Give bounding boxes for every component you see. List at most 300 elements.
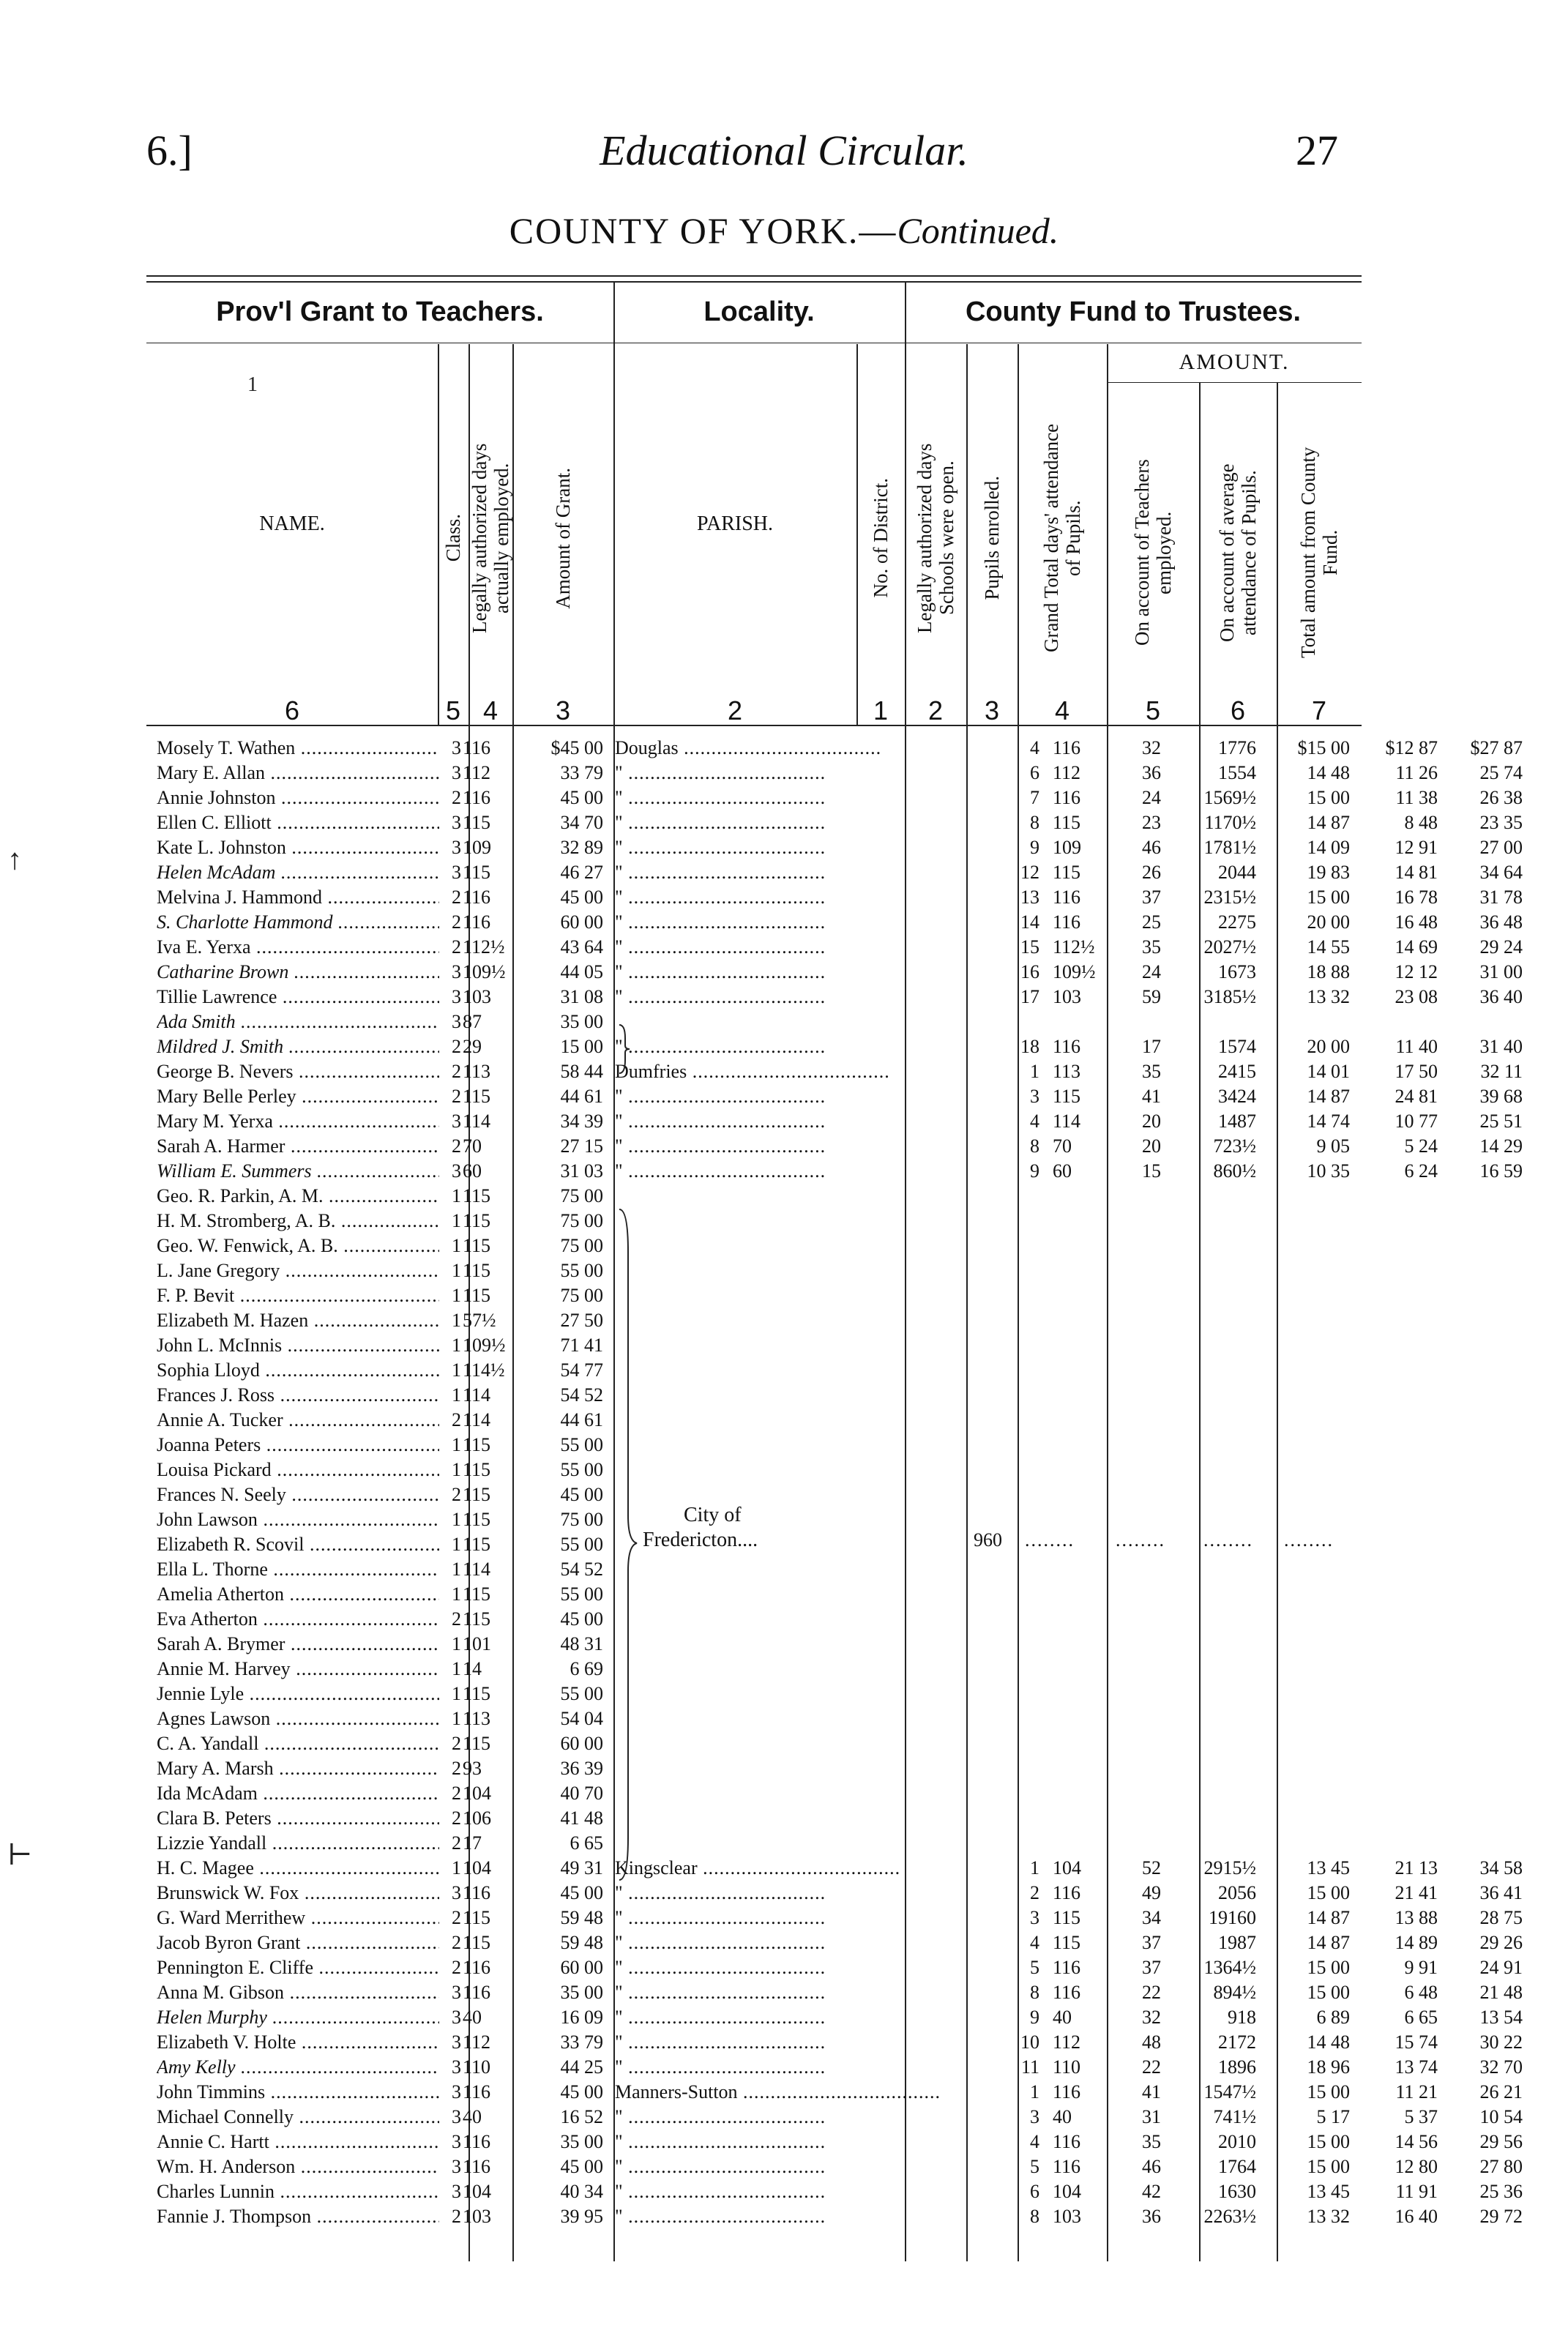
grant-amount-cell: 45 00 bbox=[560, 1882, 603, 1903]
total-fund-cell: 25 74 bbox=[1479, 762, 1523, 783]
grant-amount-cell: 60 00 bbox=[560, 1957, 603, 1978]
class-cell: 2 bbox=[452, 1036, 461, 1057]
amount-heading-text: Amount of Grant. bbox=[552, 467, 574, 609]
days-cell: 113 bbox=[463, 1708, 491, 1729]
parish-cell: " ..... bbox=[615, 1159, 1000, 1184]
grant-amount-cell: 35 00 bbox=[560, 1011, 603, 1032]
teachers-fund-cell: 14 87 bbox=[1307, 812, 1350, 833]
attendance-cell: 1554 bbox=[1218, 762, 1256, 783]
days-cell: 116 bbox=[463, 2081, 491, 2102]
days-cell: 114 bbox=[463, 1384, 491, 1406]
teacher-name: H. C. Magee ..... bbox=[157, 1856, 439, 1881]
school-days-cell: 40 bbox=[1053, 2106, 1072, 2127]
group-heading-locality: Locality. bbox=[703, 296, 815, 327]
class-cell: 1 bbox=[452, 1559, 461, 1580]
fredericton-pupils: 960 bbox=[974, 1529, 1002, 1551]
parish-cell: " ..... bbox=[615, 1084, 1000, 1109]
pupils-cell: 37 bbox=[1142, 1957, 1161, 1978]
county-title-main: COUNTY OF YORK.— bbox=[509, 210, 897, 251]
days-cell: 116 bbox=[463, 2131, 491, 2152]
district-cell: 9 bbox=[1030, 2007, 1039, 2028]
average-fund-cell: 23 08 bbox=[1395, 986, 1438, 1007]
total-fund-cell: 39 68 bbox=[1479, 1086, 1523, 1107]
grant-amount-cell: 45 00 bbox=[560, 1608, 603, 1630]
parish-cell: " ..... bbox=[615, 1980, 1000, 2005]
grant-amount-cell: 54 77 bbox=[560, 1359, 603, 1381]
days-cell: 115 bbox=[463, 1733, 491, 1754]
class-cell: 3 bbox=[452, 1011, 461, 1032]
table-row bbox=[146, 1258, 1362, 1283]
grant-amount-cell: 54 04 bbox=[560, 1708, 603, 1729]
grant-amount-cell: 41 48 bbox=[560, 1807, 603, 1829]
colnum-total: 7 bbox=[1311, 695, 1327, 725]
grant-amount-cell: 44 25 bbox=[560, 2056, 603, 2078]
class-cell: 1 bbox=[452, 1708, 461, 1729]
school-days-cell: 115 bbox=[1053, 862, 1081, 883]
attendance-cell: 1673 bbox=[1218, 961, 1256, 982]
average-fund-cell: 11 40 bbox=[1395, 1036, 1438, 1057]
days-cell: 109 bbox=[463, 837, 491, 858]
attendance-cell: 1896 bbox=[1218, 2056, 1256, 2078]
grant-amount-cell: 15 00 bbox=[560, 1036, 603, 1057]
class-cell: 2 bbox=[452, 936, 461, 958]
pupils-cell: 26 bbox=[1142, 862, 1161, 883]
total-fund-cell: 36 40 bbox=[1479, 986, 1523, 1007]
teachers-fund-cell: 14 87 bbox=[1307, 1932, 1350, 1953]
teacher-name: Joanna Peters ..... bbox=[157, 1433, 439, 1458]
days-cell: 112 bbox=[463, 2031, 491, 2053]
table-row bbox=[146, 2179, 1523, 2204]
teacher-name: G. Ward Merrithew ..... bbox=[157, 1906, 439, 1930]
colnum-pupils: 3 bbox=[984, 695, 1000, 725]
parish-cell: " ..... bbox=[615, 935, 1000, 960]
total-fund-cell: 31 78 bbox=[1479, 887, 1523, 908]
days-cell: 114 bbox=[463, 1111, 491, 1132]
district-cell: 4 bbox=[1030, 1111, 1039, 1132]
amount-column-heading bbox=[512, 366, 613, 710]
pupils-column-heading bbox=[966, 366, 1018, 710]
class-cell: 1 bbox=[452, 1509, 461, 1530]
days-cell: 109½ bbox=[463, 961, 506, 982]
teacher-name: Sarah A. Brymer ..... bbox=[157, 1632, 439, 1657]
parish-cell: " ..... bbox=[615, 2105, 1000, 2130]
class-cell: 3 bbox=[452, 2131, 461, 2152]
teacher-name: Helen McAdam ..... bbox=[157, 860, 439, 885]
class-cell: 3 bbox=[452, 862, 461, 883]
teachers-fund-cell: 15 00 bbox=[1307, 2131, 1350, 2152]
grant-amount-cell: 55 00 bbox=[560, 1683, 603, 1704]
teacher-name: Annie M. Harvey ..... bbox=[157, 1657, 439, 1682]
grant-amount-cell: 75 00 bbox=[560, 1210, 603, 1231]
pupils-cell: 41 bbox=[1142, 2081, 1161, 2102]
district-cell: 6 bbox=[1030, 2181, 1039, 2202]
school-days-cell: 115 bbox=[1053, 812, 1081, 833]
district-cell: 15 bbox=[1020, 936, 1039, 958]
teacher-name: Tillie Lawrence ..... bbox=[157, 985, 439, 1010]
school-days-cell: 116 bbox=[1053, 2081, 1081, 2102]
school-days-cell: 104 bbox=[1053, 2181, 1081, 2202]
grant-amount-cell: 32 89 bbox=[560, 837, 603, 858]
teachers-column-heading bbox=[1107, 395, 1199, 710]
teacher-name: Pennington E. Cliffe ..... bbox=[157, 1955, 439, 1980]
teachers-fund-cell: 13 45 bbox=[1307, 2181, 1350, 2202]
class-cell: 1 bbox=[452, 1384, 461, 1406]
parish-cell: " ..... bbox=[615, 985, 1000, 1010]
district-cell: 2 bbox=[1030, 1882, 1039, 1903]
grant-amount-cell: 60 00 bbox=[560, 911, 603, 933]
colnum-name: 6 bbox=[284, 695, 300, 725]
days-cell: 112 bbox=[463, 762, 491, 783]
pupils-cell: 17 bbox=[1142, 1036, 1161, 1057]
pupils-cell: 22 bbox=[1142, 1982, 1161, 2003]
days-cell: 116 bbox=[463, 737, 491, 758]
days-cell: 87 bbox=[463, 1011, 482, 1032]
average-fund-cell: 6 65 bbox=[1404, 2007, 1438, 2028]
class-cell: 1 bbox=[452, 1434, 461, 1455]
school-days-cell: 115 bbox=[1053, 1086, 1081, 1107]
parish-cell: Kingsclear ..... bbox=[615, 1856, 1000, 1881]
pupils-cell: 34 bbox=[1142, 1907, 1161, 1928]
days-cell: 109½ bbox=[463, 1335, 506, 1356]
table-row bbox=[146, 1682, 1362, 1706]
teacher-name: Elizabeth M. Hazen ..... bbox=[157, 1308, 439, 1333]
days-cell: 116 bbox=[463, 887, 491, 908]
fredericton-label-line2: Fredericton.... bbox=[643, 1529, 758, 1551]
pupils-cell: 22 bbox=[1142, 2056, 1161, 2078]
county-title bbox=[0, 209, 1568, 252]
total-fund-cell: 25 36 bbox=[1479, 2181, 1523, 2202]
district-cell: 3 bbox=[1030, 1086, 1039, 1107]
table-row bbox=[146, 1084, 1523, 1109]
days-cell: 40 bbox=[463, 2007, 482, 2028]
teacher-name: Elizabeth V. Holte ..... bbox=[157, 2030, 439, 2055]
fredericton-dots-average: ........ bbox=[1203, 1529, 1253, 1551]
table-row bbox=[146, 935, 1523, 960]
district-cell: 4 bbox=[1030, 737, 1039, 758]
pupils-cell: 20 bbox=[1142, 1135, 1161, 1157]
pupils-cell: 42 bbox=[1142, 2181, 1161, 2202]
class-cell: 3 bbox=[452, 1882, 461, 1903]
teachers-fund-cell: 6 89 bbox=[1316, 2007, 1350, 2028]
table-row bbox=[146, 2005, 1523, 2030]
class-cell: 3 bbox=[452, 2156, 461, 2177]
teacher-name: Lizzie Yandall ..... bbox=[157, 1831, 439, 1856]
attendance-cell: 1364½ bbox=[1203, 1957, 1256, 1978]
teacher-name: Melvina J. Hammond ..... bbox=[157, 885, 439, 910]
attendance-cell: 1170½ bbox=[1204, 812, 1256, 833]
district-cell: 6 bbox=[1030, 762, 1039, 783]
colnum-class: 5 bbox=[445, 695, 461, 725]
teacher-name: Mary Belle Perley ..... bbox=[157, 1084, 439, 1109]
grant-amount-cell: 44 05 bbox=[560, 961, 603, 982]
class-cell: 2 bbox=[452, 1608, 461, 1630]
district-column-heading bbox=[856, 366, 905, 710]
table-row bbox=[146, 1109, 1523, 1134]
teacher-name: Helen Murphy ..... bbox=[157, 2005, 439, 2030]
district-cell: 4 bbox=[1030, 1932, 1039, 1953]
grant-amount-cell: 55 00 bbox=[560, 1434, 603, 1455]
class-cell: 2 bbox=[452, 1932, 461, 1953]
amount-heading: AMOUNT. bbox=[1179, 350, 1290, 374]
total-fund-cell: 27 80 bbox=[1479, 2156, 1523, 2177]
days-cell: 116 bbox=[463, 787, 491, 808]
grant-amount-cell: 35 00 bbox=[560, 2131, 603, 2152]
attendance-cell: 894½ bbox=[1213, 1982, 1256, 2003]
teacher-name: Clara B. Peters ..... bbox=[157, 1806, 439, 1831]
grant-amount-cell: 54 52 bbox=[560, 1559, 603, 1580]
class-cell: 2 bbox=[452, 1832, 461, 1854]
days-cell: 40 bbox=[463, 2106, 482, 2127]
teacher-name: Geo. R. Parkin, A. M. ..... bbox=[157, 1184, 439, 1209]
grant-amount-cell: $45 00 bbox=[550, 737, 603, 758]
teachers-fund-cell: 14 55 bbox=[1307, 936, 1350, 958]
grant-amount-cell: 6 65 bbox=[570, 1832, 603, 1854]
district-cell: 5 bbox=[1030, 2156, 1039, 2177]
days-cell: 114½ bbox=[463, 1359, 505, 1381]
days-heading-text: Legally authorized days actually employed. bbox=[468, 443, 512, 633]
table-row bbox=[146, 1657, 1362, 1682]
table-row bbox=[146, 1781, 1362, 1806]
district-cell: 18 bbox=[1020, 1036, 1039, 1057]
grant-amount-cell: 75 00 bbox=[560, 1285, 603, 1306]
teacher-name: Iva E. Yerxa ..... bbox=[157, 935, 439, 960]
grant-amount-cell: 75 00 bbox=[560, 1509, 603, 1530]
teachers-fund-cell: 19 83 bbox=[1307, 862, 1350, 883]
table-row bbox=[146, 2154, 1523, 2179]
parish-cell: " ..... bbox=[615, 860, 1000, 885]
colnum-amount: 3 bbox=[555, 695, 571, 725]
table-row bbox=[146, 835, 1523, 860]
total-fund-cell: 25 51 bbox=[1479, 1111, 1523, 1132]
attendance-cell: 1574 bbox=[1218, 1036, 1256, 1057]
grant-amount-cell: 31 03 bbox=[560, 1160, 603, 1182]
teacher-name: Anna M. Gibson ..... bbox=[157, 1980, 439, 2005]
teacher-table-body bbox=[146, 736, 1523, 2229]
total-fund-cell: 23 35 bbox=[1479, 812, 1523, 833]
days-cell: 116 bbox=[463, 1982, 491, 2003]
table-row bbox=[146, 885, 1523, 910]
teacher-name: John L. McInnis ..... bbox=[157, 1333, 439, 1358]
district-cell: 7 bbox=[1030, 787, 1039, 808]
class-cell: 1 bbox=[452, 1260, 461, 1281]
district-cell: 12 bbox=[1020, 862, 1039, 883]
table-row bbox=[146, 1582, 1362, 1607]
colnum-days: 4 bbox=[482, 695, 499, 725]
table-row bbox=[146, 1283, 1362, 1308]
teacher-name: Mary A. Marsh ..... bbox=[157, 1756, 439, 1781]
district-cell: 8 bbox=[1030, 2206, 1039, 2227]
teacher-name: Amy Kelly ..... bbox=[157, 2055, 439, 2080]
total-fund-cell: $27 87 bbox=[1470, 737, 1523, 758]
class-cell: 1 bbox=[452, 1459, 461, 1480]
school-days-cell: 116 bbox=[1053, 787, 1081, 808]
attendance-cell: 1487 bbox=[1218, 1111, 1256, 1132]
teacher-name: Geo. W. Fenwick, A. B. ..... bbox=[157, 1234, 439, 1258]
average-fund-cell: 8 48 bbox=[1404, 812, 1438, 833]
table-row bbox=[146, 1831, 1362, 1856]
grant-amount-cell: 45 00 bbox=[560, 1484, 603, 1505]
parish-cell: Dumfries ..... bbox=[615, 1059, 1000, 1084]
attendance-cell: 2915½ bbox=[1203, 1857, 1256, 1878]
average-fund-cell: 12 91 bbox=[1395, 837, 1438, 858]
grant-amount-cell: 45 00 bbox=[560, 2081, 603, 2102]
parish-cell: " ..... bbox=[615, 2154, 1000, 2179]
teachers-fund-cell: 15 00 bbox=[1307, 1882, 1350, 1903]
days-cell: 115 bbox=[463, 1459, 491, 1480]
table-row bbox=[146, 810, 1523, 835]
class-cell: 1 bbox=[452, 1583, 461, 1605]
county-title-suffix: Continued. bbox=[897, 210, 1059, 251]
days-cell: 115 bbox=[463, 1583, 491, 1605]
grant-amount-cell: 27 15 bbox=[560, 1135, 603, 1157]
table-row bbox=[146, 1731, 1362, 1756]
school-days-cell: 60 bbox=[1053, 1160, 1072, 1182]
pupils-cell: 23 bbox=[1142, 812, 1161, 833]
attendance-cell: 2172 bbox=[1218, 2031, 1256, 2053]
grant-amount-cell: 44 61 bbox=[560, 1086, 603, 1107]
district-cell: 8 bbox=[1030, 1982, 1039, 2003]
table-row bbox=[146, 761, 1523, 786]
total-fund-cell: 30 22 bbox=[1479, 2031, 1523, 2053]
fredericton-dots-total: ........ bbox=[1284, 1529, 1334, 1551]
class-cell: 1 bbox=[452, 1857, 461, 1878]
total-fund-cell: 29 24 bbox=[1479, 936, 1523, 958]
class-column-heading bbox=[438, 366, 468, 710]
average-fund-cell: 5 37 bbox=[1404, 2106, 1438, 2127]
attendance-cell: 2263½ bbox=[1203, 2206, 1256, 2227]
class-cell: 2 bbox=[452, 1484, 461, 1505]
table-row bbox=[146, 1482, 1362, 1507]
table-row bbox=[146, 2080, 1523, 2105]
grant-amount-cell: 36 39 bbox=[560, 1758, 603, 1779]
district-cell: 5 bbox=[1030, 1957, 1039, 1978]
class-cell: 1 bbox=[452, 1185, 461, 1206]
total-fund-cell: 21 48 bbox=[1479, 1982, 1523, 2003]
table-row bbox=[146, 2105, 1523, 2130]
total-fund-cell: 36 41 bbox=[1479, 1882, 1523, 1903]
class-cell: 3 bbox=[452, 2081, 461, 2102]
district-cell: 1 bbox=[1030, 1061, 1039, 1082]
days-cell: 115 bbox=[463, 1235, 491, 1256]
class-cell: 2 bbox=[452, 787, 461, 808]
average-fund-cell: 16 78 bbox=[1395, 887, 1438, 908]
school-days-cell: 109 bbox=[1053, 837, 1081, 858]
grant-amount-cell: 43 64 bbox=[560, 936, 603, 958]
days-cell: 115 bbox=[463, 1434, 491, 1455]
grant-amount-cell: 55 00 bbox=[560, 1583, 603, 1605]
days-cell: 115 bbox=[463, 1484, 491, 1505]
teacher-name: Sophia Lloyd ..... bbox=[157, 1358, 439, 1383]
page-number: 27 bbox=[1296, 127, 1338, 174]
parish-cell: " ..... bbox=[615, 885, 1000, 910]
school-days-cell: 109½ bbox=[1053, 961, 1096, 982]
school-days-cell: 112 bbox=[1053, 2031, 1081, 2053]
teachers-fund-cell: 14 48 bbox=[1307, 2031, 1350, 2053]
days-cell: 115 bbox=[463, 1185, 491, 1206]
smith-brace bbox=[616, 1023, 631, 1075]
days-cell: 115 bbox=[463, 1534, 491, 1555]
attendance-cell: 1764 bbox=[1218, 2156, 1256, 2177]
total-fund-cell: 27 00 bbox=[1479, 837, 1523, 858]
days-cell: 14 bbox=[463, 1658, 482, 1679]
table-row bbox=[146, 1034, 1523, 1059]
teacher-name: Fannie J. Thompson ..... bbox=[157, 2204, 439, 2229]
teacher-name: Michael Connelly ..... bbox=[157, 2105, 439, 2130]
teacher-name: H. M. Stromberg, A. B. ..... bbox=[157, 1209, 439, 1234]
total-fund-cell: 29 56 bbox=[1479, 2131, 1523, 2152]
total-fund-cell: 29 26 bbox=[1479, 1932, 1523, 1953]
days-cell: 115 bbox=[463, 1210, 491, 1231]
grant-amount-cell: 6 69 bbox=[570, 1658, 603, 1679]
fredericton-dots-grand: ........ bbox=[1025, 1529, 1075, 1551]
table-row bbox=[146, 960, 1523, 985]
parish-cell: " ..... bbox=[615, 810, 1000, 835]
teachers-fund-cell: $15 00 bbox=[1297, 737, 1350, 758]
class-cell: 1 bbox=[452, 1534, 461, 1555]
total-fund-cell: 32 11 bbox=[1480, 1061, 1523, 1082]
attendance-cell: 1547½ bbox=[1203, 2081, 1256, 2102]
attendance-cell: 918 bbox=[1228, 2007, 1256, 2028]
table-row bbox=[146, 1881, 1523, 1906]
colnum-ldays: 2 bbox=[927, 695, 944, 725]
teacher-name: William E. Summers ..... bbox=[157, 1159, 439, 1184]
average-fund-cell: 11 26 bbox=[1395, 762, 1438, 783]
table-row bbox=[146, 1333, 1362, 1358]
table-row bbox=[146, 1607, 1362, 1632]
grant-amount-cell: 60 00 bbox=[560, 1733, 603, 1754]
teacher-name: Elizabeth R. Scovil ..... bbox=[157, 1532, 439, 1557]
teacher-name: Jacob Byron Grant ..... bbox=[157, 1930, 439, 1955]
class-cell: 3 bbox=[452, 961, 461, 982]
class-cell: 2 bbox=[452, 1061, 461, 1082]
days-cell: 114 bbox=[463, 1409, 491, 1430]
class-cell: 3 bbox=[452, 2056, 461, 2078]
school-days-cell: 115 bbox=[1053, 1907, 1081, 1928]
attendance-cell: 2056 bbox=[1218, 1882, 1256, 1903]
total-fund-cell: 24 91 bbox=[1479, 1957, 1523, 1978]
average-fund-cell: 24 81 bbox=[1395, 1086, 1438, 1107]
days-cell: 93 bbox=[463, 1758, 482, 1779]
days-cell: 115 bbox=[463, 1608, 491, 1630]
total-fund-cell: 13 54 bbox=[1479, 2007, 1523, 2028]
school-days-cell: 114 bbox=[1053, 1111, 1081, 1132]
teachers-heading-text: On account of Teachers employed. bbox=[1131, 459, 1175, 646]
fredericton-label-line1: City of bbox=[684, 1504, 742, 1526]
running-title: Educational Circular. bbox=[600, 127, 968, 174]
district-cell: 9 bbox=[1030, 837, 1039, 858]
grant-amount-cell: 48 31 bbox=[560, 1633, 603, 1654]
table-row bbox=[146, 1806, 1362, 1831]
teachers-fund-cell: 13 32 bbox=[1307, 986, 1350, 1007]
school-days-cell: 116 bbox=[1053, 911, 1081, 933]
grant-amount-cell: 58 44 bbox=[560, 1061, 603, 1082]
school-days-cell: 116 bbox=[1053, 1982, 1081, 2003]
grant-amount-cell: 55 00 bbox=[560, 1459, 603, 1480]
average-fund-cell: 13 74 bbox=[1395, 2056, 1438, 2078]
district-cell: 1 bbox=[1030, 2081, 1039, 2102]
table-row bbox=[146, 1358, 1362, 1383]
pupils-cell: 37 bbox=[1142, 1932, 1161, 1953]
average-fund-cell: 6 48 bbox=[1404, 1982, 1438, 2003]
class-cell: 1 bbox=[452, 1335, 461, 1356]
days-cell: 101 bbox=[463, 1633, 491, 1654]
grant-amount-cell: 59 48 bbox=[560, 1932, 603, 1953]
pupils-cell: 24 bbox=[1142, 961, 1161, 982]
average-fund-cell: 9 91 bbox=[1404, 1957, 1438, 1978]
teacher-name: Amelia Atherton ..... bbox=[157, 1582, 439, 1607]
days-cell: 57½ bbox=[463, 1310, 496, 1331]
parish-cell: Manners-Sutton ..... bbox=[615, 2080, 1000, 2105]
